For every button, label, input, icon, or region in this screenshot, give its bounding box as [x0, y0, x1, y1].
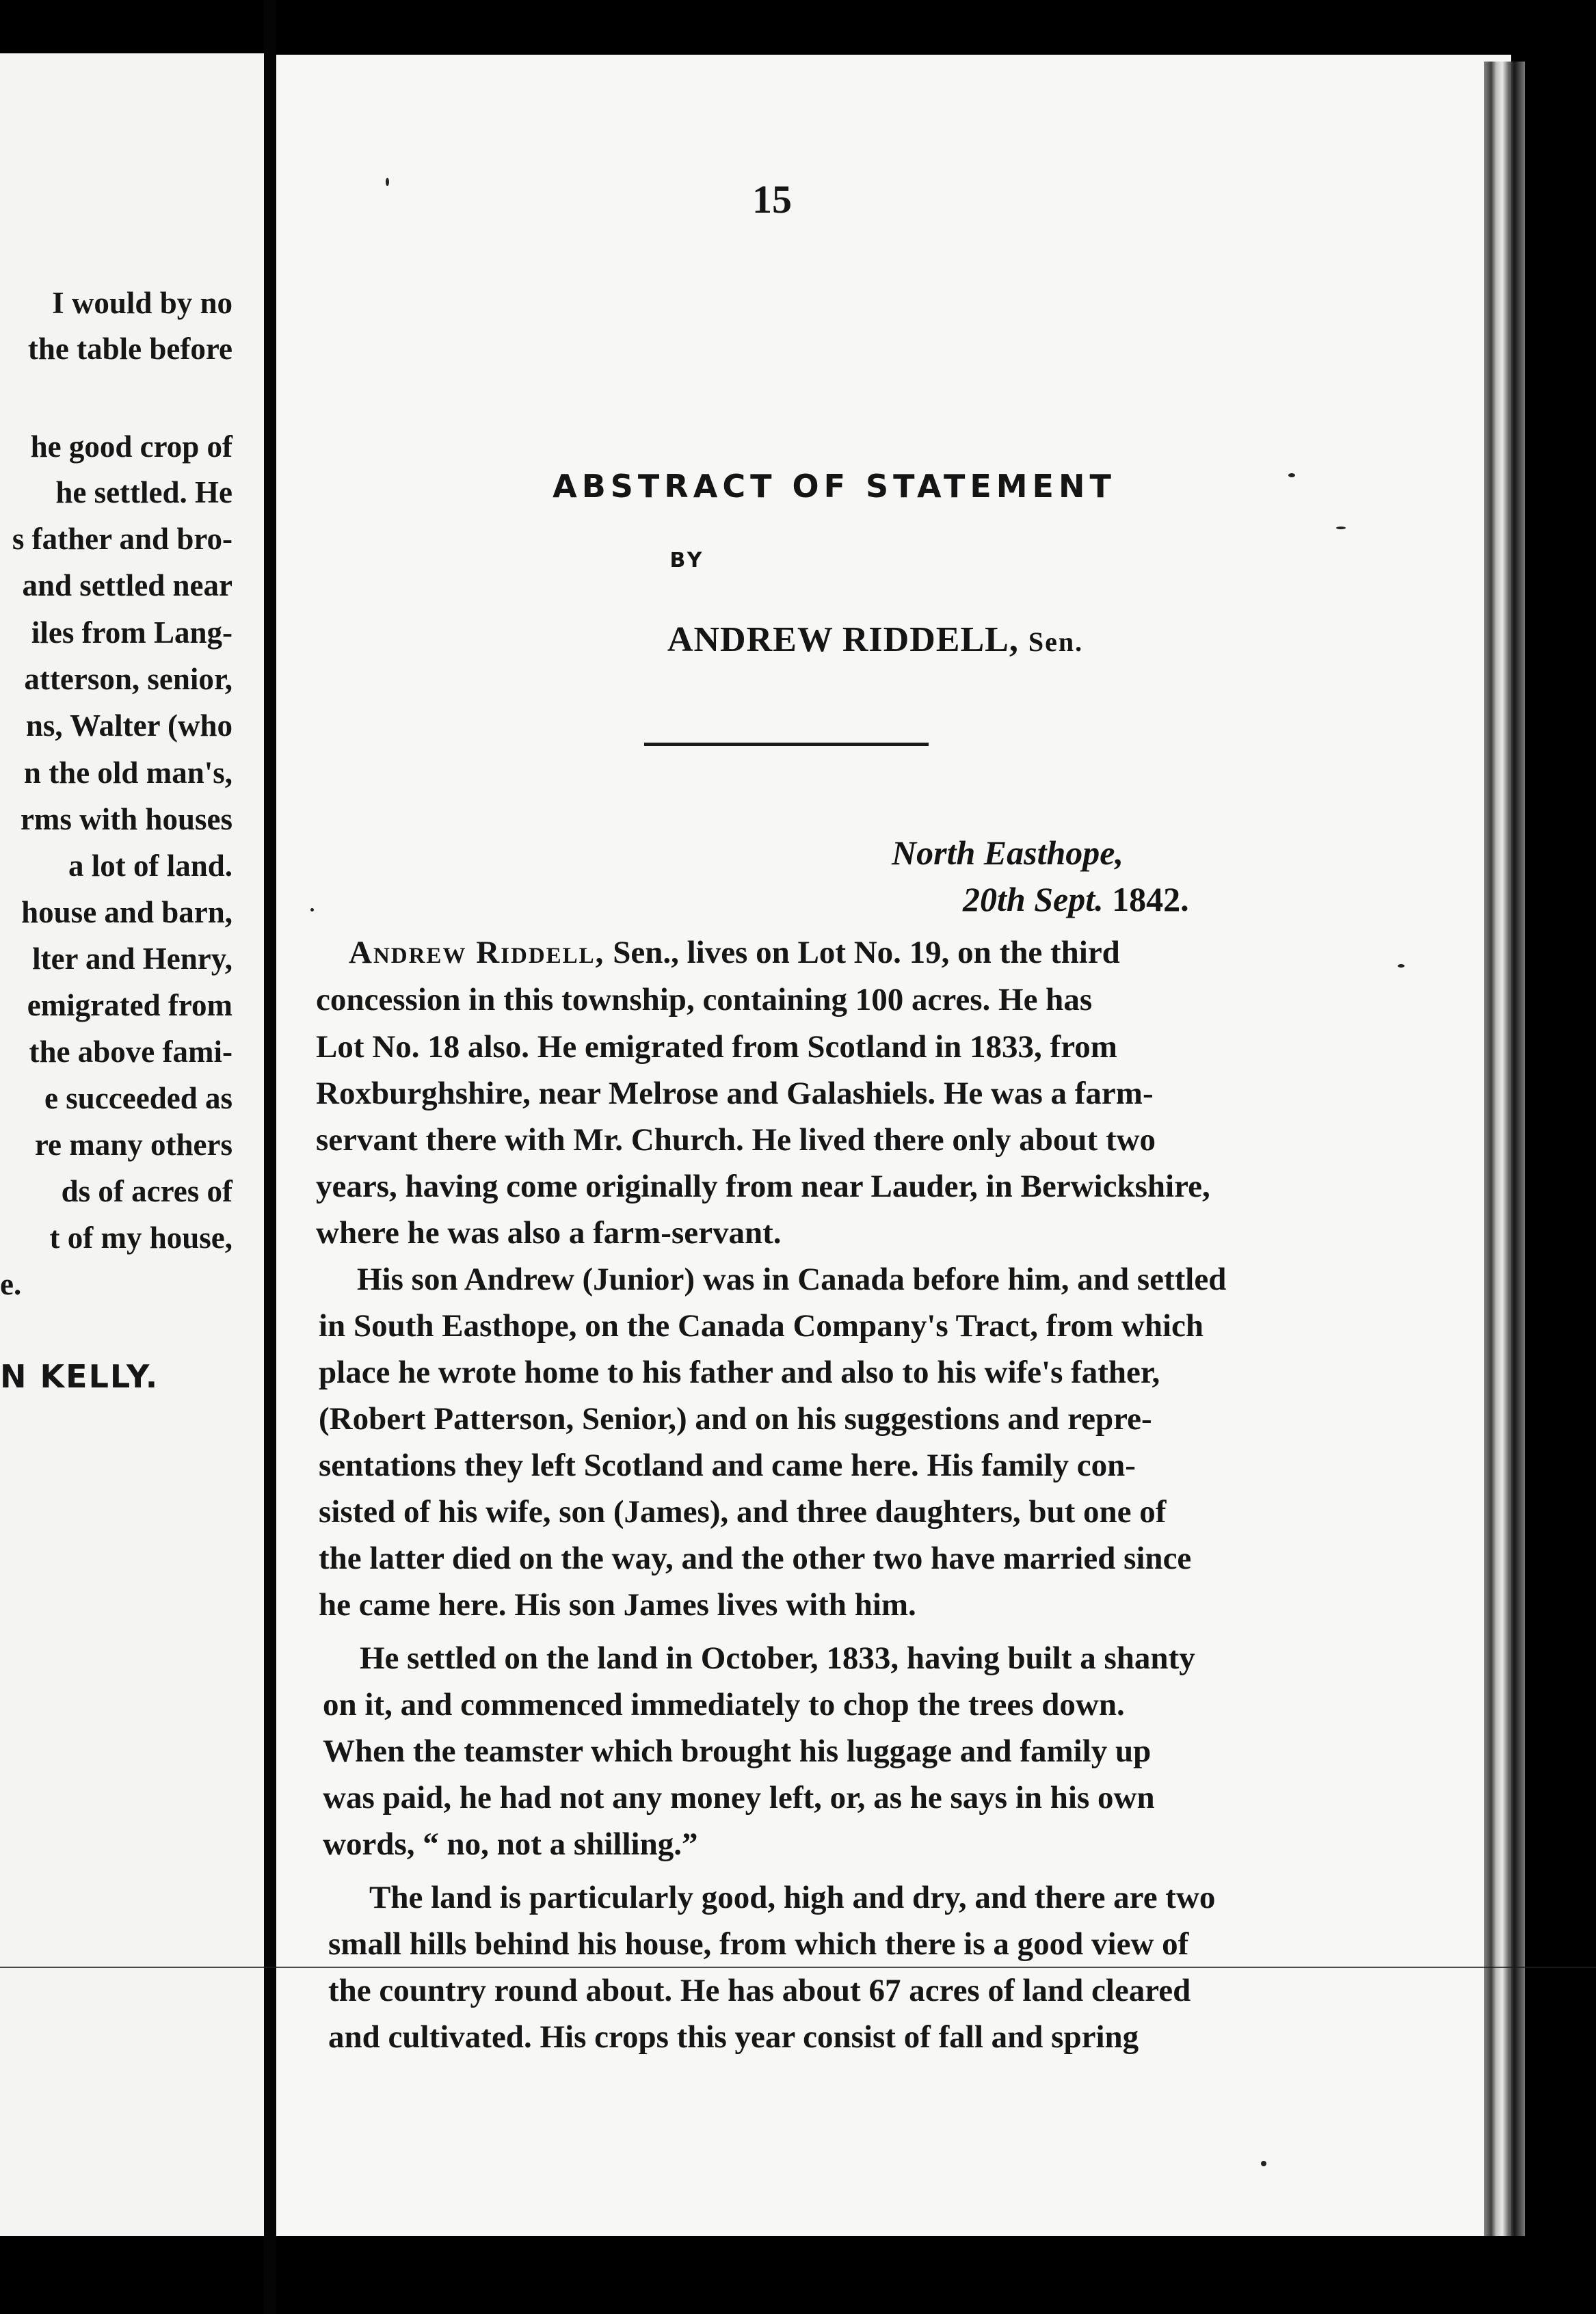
left-page-line: rms with houses: [20, 802, 232, 836]
left-page-line: the table before: [27, 332, 232, 366]
body-line: the latter died on the way, and the other two have married since: [319, 1541, 1192, 1576]
body-line: in South Easthope, on the Canada Company's Tract, from which: [319, 1308, 1204, 1344]
author-name: [465, 620, 1286, 660]
body-line: (Robert Patterson, Senior,) and on his suggestions and repre-: [319, 1401, 1152, 1437]
left-page-line: atterson, senior,: [24, 662, 232, 696]
body-line: servant there with Mr. Church. He lived there only about two: [316, 1122, 1156, 1158]
left-page-line: he good crop of: [30, 429, 232, 464]
scan-speck: [386, 178, 389, 186]
body-line: words, “ no, not a shilling.”: [323, 1826, 698, 1862]
scan-speck: [1288, 473, 1295, 477]
byline-label: BY: [669, 548, 705, 572]
body-line: and cultivated. His crops this year consist of fall and spring: [328, 2019, 1139, 2055]
left-page-line: emigrated from: [27, 988, 232, 1022]
dateline-year: 1842.: [1112, 880, 1189, 918]
left-page-line: ds of acres of: [61, 1174, 232, 1208]
left-page-line: he settled. He: [55, 475, 232, 509]
left-page-signature: N KELLY.: [0, 1358, 159, 1395]
body-line: the country round about. He has about 67 acres of land cleared: [328, 1973, 1191, 2008]
dateline-place: North Easthope,: [892, 834, 1123, 872]
section-divider: [644, 743, 929, 746]
body-line: His son Andrew (Junior) was in Canada before him, and settled: [357, 1262, 1227, 1297]
left-page-line: e.: [0, 1267, 22, 1301]
left-page-line: lter and Henry,: [32, 942, 232, 976]
left-page-line: house and barn,: [21, 895, 232, 929]
body-line: concession in this township, containing 100 acres. He has: [316, 982, 1093, 1018]
body-line: sentations they left Scotland and came here. His family con-: [319, 1448, 1136, 1483]
left-page-line: a lot of land.: [68, 849, 232, 883]
body-line: sisted of his wife, son (James), and three daughters, but one of: [319, 1494, 1167, 1530]
body-line: Roxburghshire, near Melrose and Galashiels. He was a farm-: [316, 1076, 1154, 1111]
left-page-line: n the old man's,: [23, 756, 232, 790]
body-line: he came here. His son James lives with him.: [319, 1587, 916, 1623]
scan-speck: [1336, 527, 1346, 529]
left-page-line: the above fami-: [29, 1035, 232, 1069]
body-line: years, having come originally from near Lauder, in Berwickshire,: [316, 1169, 1210, 1204]
left-page-line: ns, Walter (who: [25, 708, 232, 743]
body-line: When the teamster which brought his luggage and family up: [323, 1733, 1152, 1769]
body-line: He settled on the land in October, 1833, having built a shanty: [360, 1640, 1195, 1676]
body-line: The land is particularly good, high and dry, and there are two: [369, 1880, 1216, 1915]
body-line: was paid, he had not any money left, or, as he says in his own: [323, 1780, 1155, 1816]
dateline-day: 20th Sept.: [963, 880, 1104, 918]
page-edge-shadow: [1484, 62, 1525, 2236]
lead-small-caps: Andrew Riddell,: [349, 935, 605, 970]
lead-rest: Sen., lives on Lot No. 19, on the third: [604, 935, 1120, 970]
page-number: 15: [752, 177, 792, 222]
left-page-line: t of my house,: [49, 1221, 232, 1255]
left-page-line: I would by no: [52, 286, 232, 320]
scan-speck: [1398, 964, 1405, 968]
left-page-line: s father and bro-: [12, 522, 232, 556]
author-suffix: Sen.: [1028, 626, 1084, 657]
previous-page-fragment: [0, 53, 264, 2236]
body-line-lead: [349, 937, 1265, 969]
scan-speck: [1261, 2161, 1266, 2166]
scan-speck: [310, 908, 314, 912]
author-name-text: ANDREW RIDDELL,: [667, 620, 1019, 659]
main-page: [276, 55, 1511, 2236]
body-line: place he wrote home to his father and also to his wife's father,: [319, 1355, 1160, 1390]
left-page-line: e succeeded as: [44, 1081, 232, 1115]
left-page-line: and settled near: [22, 568, 232, 602]
section-title: ABSTRACT OF STATEMENT: [553, 468, 1116, 505]
body-line: where he was also a farm-servant.: [316, 1215, 782, 1251]
dateline-date: [963, 879, 1189, 919]
scan-artifact-line: [0, 1967, 1596, 1968]
body-line: small hills behind his house, from which there is a good view of: [328, 1926, 1189, 1962]
left-page-line: iles from Lang-: [31, 615, 232, 650]
body-line: on it, and commenced immediately to chop the trees down.: [323, 1687, 1125, 1723]
body-line: Lot No. 18 also. He emigrated from Scotland in 1833, from: [316, 1029, 1117, 1065]
left-page-line: re many others: [34, 1128, 232, 1162]
